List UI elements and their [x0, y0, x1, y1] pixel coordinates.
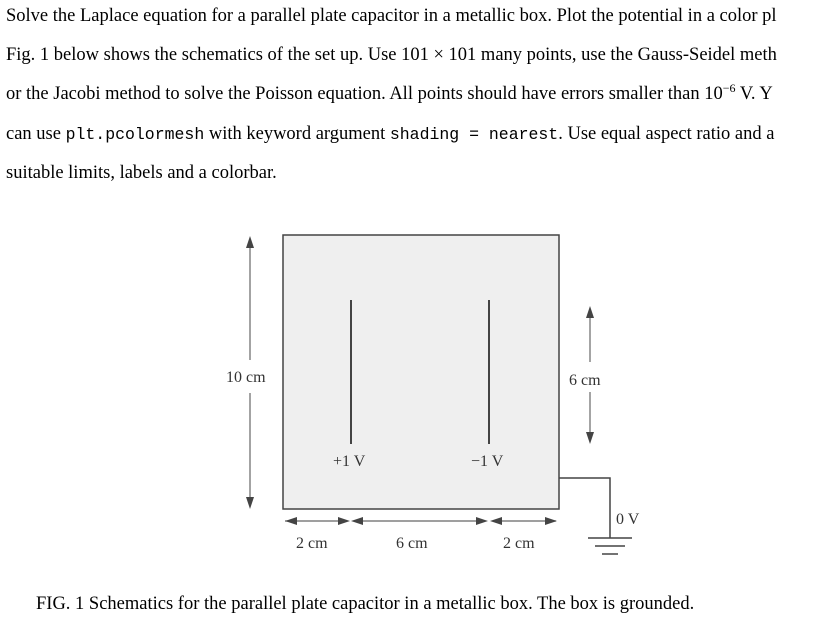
ground-label: 0 V — [616, 511, 640, 528]
code-pcolormesh: plt.pcolormesh — [65, 125, 205, 144]
plate-gap-label: 6 cm — [569, 372, 601, 389]
height-label: 10 cm — [226, 369, 266, 386]
paragraph-line-2: Fig. 1 below shows the schematics of the set up. Use 101 × 101 many points, use the Gauss-Seidel meth — [6, 45, 777, 65]
spacing-label: 6 cm — [396, 535, 428, 552]
paragraph-line-4: can use plt.pcolormesh with keyword argument shading = nearest. Use equal aspect ratio and a — [6, 124, 775, 144]
code-shading: shading = nearest — [389, 125, 559, 144]
exponent: −6 — [722, 81, 736, 95]
plate1-voltage: +1 V — [333, 453, 366, 470]
paragraph-line-5: suitable limits, labels and a colorbar. — [6, 163, 277, 183]
left-offset-label: 2 cm — [296, 535, 328, 552]
paragraph-line-3: or the Jacobi method to solve the Poisson equation. All points should have errors smaller than $10^{-6}$ V. Y — [6, 81, 773, 104]
figure-caption: FIG. 1 Schematics for the parallel plate capacitor in a metallic box. The box is grounded. — [36, 594, 695, 614]
paragraph-line-1: Solve the Laplace equation for a parallel plate capacitor in a metallic box. Plot the potential in a color pl — [6, 6, 777, 26]
right-offset-label: 2 cm — [503, 535, 535, 552]
plate2-voltage: −1 V — [471, 453, 504, 470]
metal-box — [283, 235, 559, 509]
